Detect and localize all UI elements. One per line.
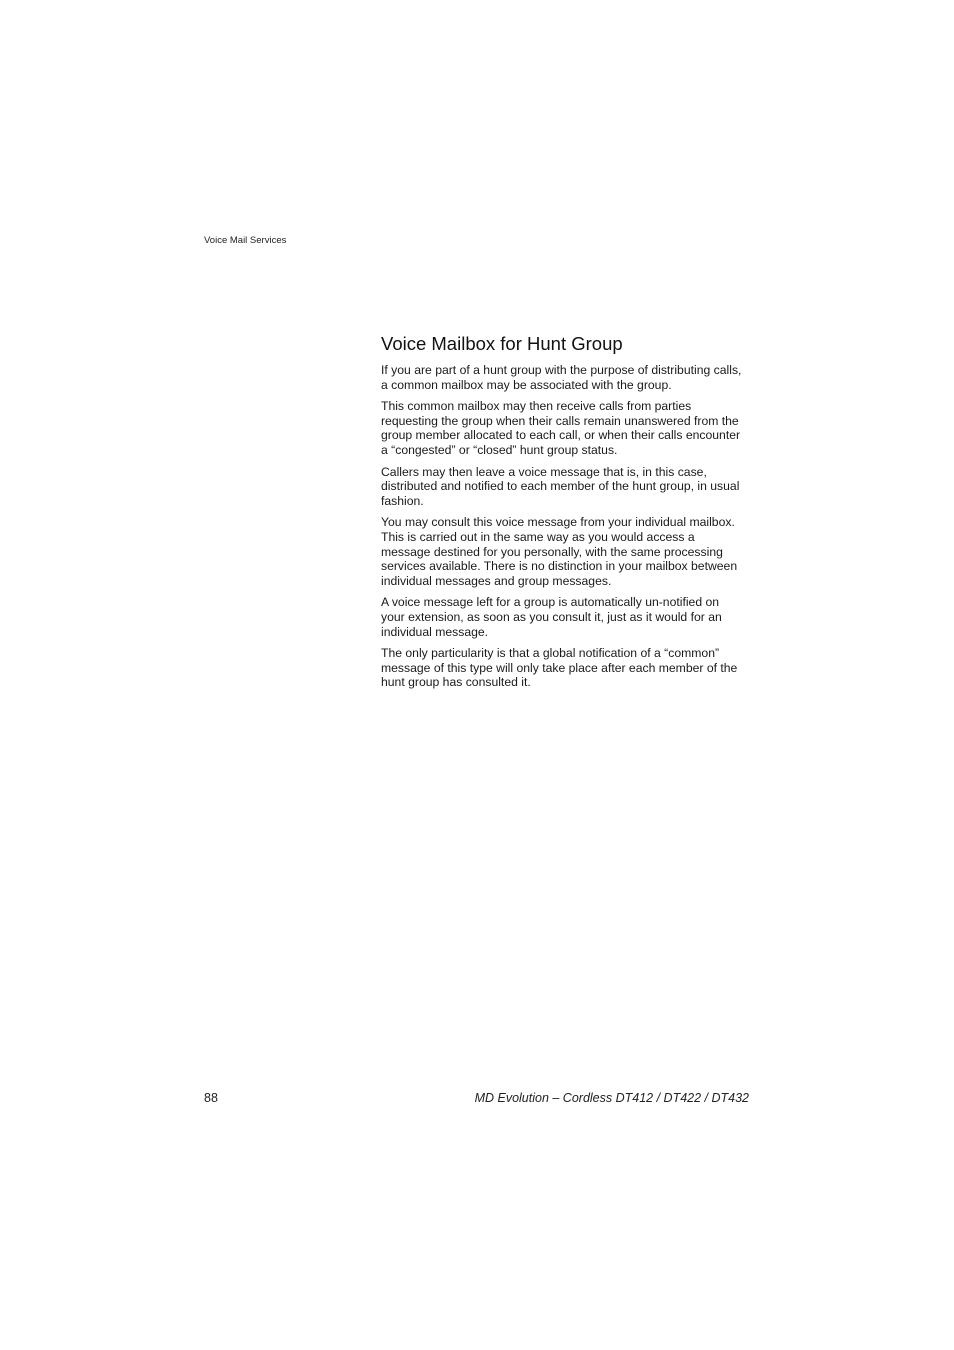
page-number: 88 [204,1091,218,1105]
running-header: Voice Mail Services [204,235,287,246]
paragraph: If you are part of a hunt group with the purpose of distributing calls, a common mailbox may be associated with the group. [381,363,742,392]
section-title: Voice Mailbox for Hunt Group [381,333,623,354]
paragraph: You may consult this voice message from your individual mailbox. This is carried out in the same way as you would access a message destined for you personally, with the same processing services available. There is no distinction in your mailbox between individual messages and group messages. [381,515,738,588]
section-content [381,333,753,697]
paragraph: Callers may then leave a voice message that is, in this case, distributed and notified to each member of the hunt group, in usual fashion. [381,464,740,508]
paragraph: The only particularity is that a global notification of a “common” message of this type will only take place after each member of the hunt group has consulted it. [381,646,738,690]
footer-document-title: MD Evolution – Cordless DT412 / DT422 / DT432 [474,1091,749,1105]
paragraph: A voice message left for a group is automatically un-notified on your extension, as soon as you consult it, just as it would for an individual message. [381,595,722,639]
paragraph: This common mailbox may then receive calls from parties requesting the group when their calls remain unanswered from the group member allocated to each call, or when their calls encounter a “congested” or “closed” hunt group status. [381,399,741,457]
